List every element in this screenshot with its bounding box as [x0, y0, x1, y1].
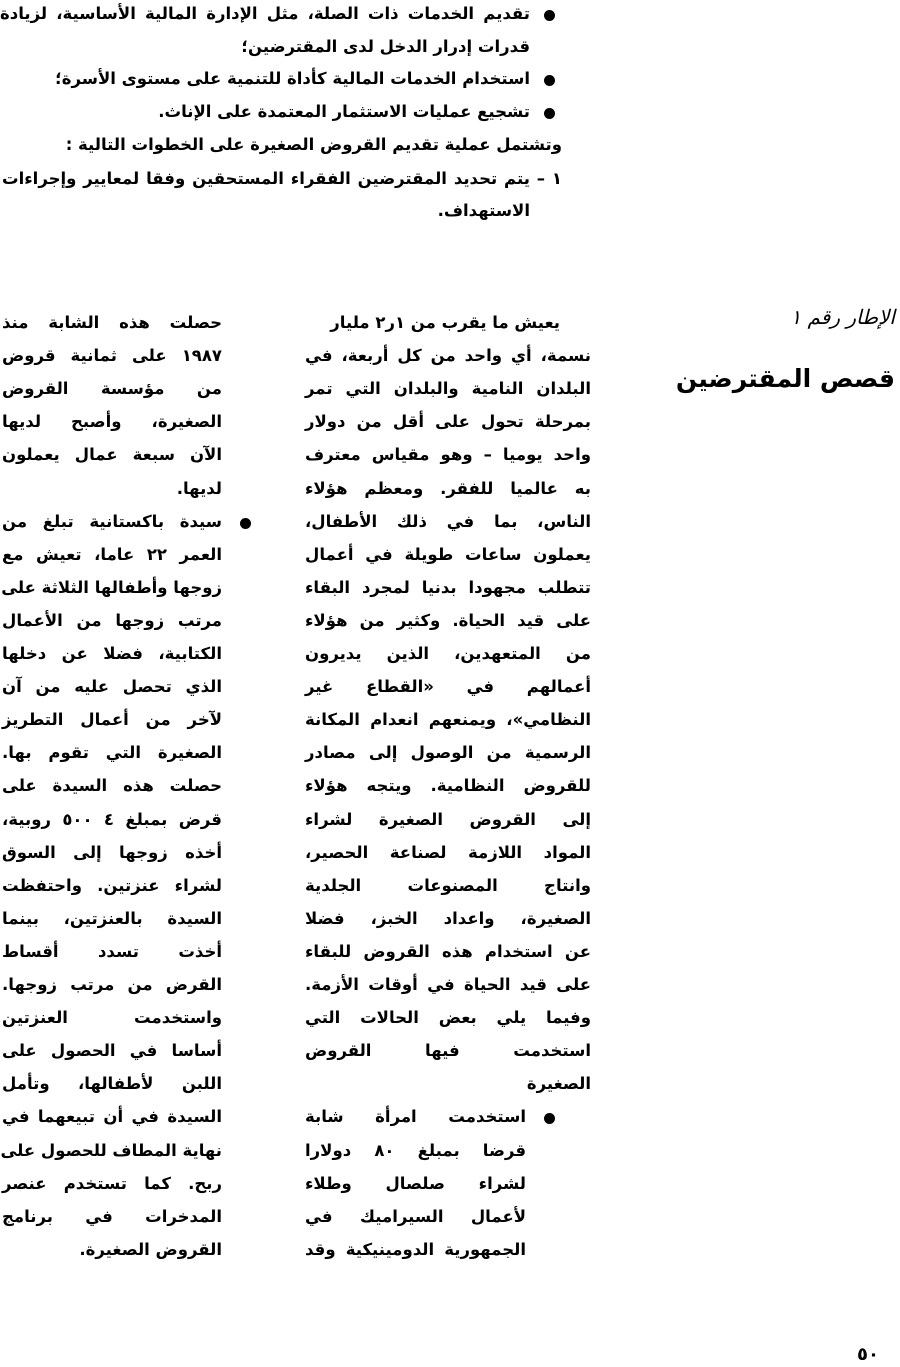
bullet-icon: [544, 10, 555, 21]
bullet-icon: [544, 75, 555, 86]
paragraph-line: وانتاج المصنوعات الجلدية: [305, 875, 591, 895]
bullet-text-line: حصلت هذه السيدة على: [2, 776, 222, 796]
paragraph-line: وفيما يلي بعض الحالات التي: [305, 1008, 591, 1028]
paragraph-line: البلدان النامية والبلدان التي تمر: [305, 379, 591, 399]
bullet-text-line: الكتابية، فضلا عن دخلها: [2, 644, 222, 663]
paragraph-line: حصلت هذه الشابة منذ: [2, 313, 222, 332]
paragraph-line: ١٩٨٧ على ثمانية قروض: [2, 346, 222, 366]
step-text-line: الاستهداف.: [437, 201, 530, 221]
paragraph-line: يعملون ساعات طويلة في أعمال: [305, 544, 591, 564]
bullet-text-line: لشراء عنزتين. واحتفظت: [2, 875, 222, 895]
bullet-text-line: العمر ٢٢ عاما، تعيش مع: [2, 544, 222, 564]
bullet-text-line: سيدة باكستانية تبلغ من: [2, 511, 222, 531]
bullet-text-line: أخذت تسدد أقساط: [2, 941, 222, 961]
bullet-text-line: المدخرات في برنامج: [2, 1206, 222, 1226]
paragraph-line: الناس، بما في ذلك الأطفال،: [305, 511, 591, 531]
bullet-text-line: اللبن لأطفالها، وتأمل: [2, 1074, 222, 1094]
bullet-text-line: مرتب زوجها من الأعمال: [2, 610, 222, 630]
paragraph-line: المواد اللازمة لصناعة الحصير،: [305, 842, 591, 862]
bullet-text-line: القرض من مرتب زوجها.: [2, 975, 222, 994]
bullet-text-line: الجمهورية الدومينيكية وقد: [305, 1239, 526, 1259]
bullet-text-line: استخدام الخدمات المالية كأداة للتنمية على مستوى الأسرة؛: [55, 69, 530, 89]
paragraph-line: تتطلب مجهودا بدنيا لمجرد البقاء: [305, 577, 591, 597]
paragraph-line: للقروض النظامية. ويتجه هؤلاء: [305, 776, 591, 796]
bullet-text-line: قرض بمبلغ ٤ ٥٠٠ روبية،: [2, 809, 222, 829]
bullet-icon: [544, 108, 555, 119]
paragraph-line: واحد يوميا – وهو مقياس معترف: [305, 445, 591, 465]
bullet-text-line: أساسا في الحصول على: [2, 1041, 222, 1061]
bullet-text-line: لشراء صلصال وطلاء: [305, 1173, 526, 1193]
paragraph-line: على قيد الحياة. وكثير من هؤلاء: [305, 610, 591, 630]
bullet-text-line: الصغيرة التي تقوم بها.: [2, 743, 222, 763]
paragraph-line: عن استخدام هذه القروض للبقاء: [305, 941, 591, 961]
bullet-text-line: السيدة في أن تبيعهما في: [2, 1107, 222, 1127]
bullet-text-line: القروض الصغيرة.: [79, 1239, 222, 1259]
paragraph-line: الصغيرة، وأصبح لديها: [2, 412, 222, 432]
paragraph-line: من المتعهدين، الذين يديرون: [305, 644, 591, 663]
bullet-text-line: تقديم الخدمات ذات الصلة، مثل الإدارة المالية الأساسية، لزيادة: [0, 4, 530, 23]
paragraph-line: من مؤسسة القروض: [2, 379, 222, 399]
bullet-text-line: قرضا بمبلغ ٨٠ دولارا: [305, 1140, 526, 1160]
paragraph-line: النظامي»، ويمنعهم انعدام المكانة: [305, 710, 591, 730]
intro-text: وتشتمل عملية تقديم القروض الصغيرة على الخطوات التالية :: [65, 134, 562, 154]
paragraph-line: يعيش ما يقرب من ١ر٢ مليار: [330, 313, 560, 332]
paragraph-line: على قيد الحياة في أوقات الأزمة.: [305, 975, 591, 994]
paragraph-line: نسمة، أي واحد من كل أربعة، في: [305, 346, 591, 366]
bullet-text-line: زوجها وأطفالها الثلاثة على: [1, 577, 222, 597]
bullet-text-line: تشجيع عمليات الاستثمار المعتمدة على الإناث.: [158, 102, 530, 122]
paragraph-line: إلى القروض الصغيرة لشراء: [305, 809, 591, 829]
bullet-text-line: الذي تحصل عليه من آن: [2, 677, 222, 697]
paragraph-line: أعمالهم في «القطاع غير: [305, 677, 591, 697]
box-title: قصص المقترضين: [675, 364, 895, 393]
paragraph-line: استخدمت فيها القروض: [305, 1041, 591, 1061]
bullet-text-line: نهاية المطاف للحصول على: [0, 1140, 222, 1160]
paragraph-line: الرسمية من الوصول إلى مصادر: [305, 743, 591, 763]
paragraph-line: الصغيرة: [526, 1074, 591, 1094]
bullet-icon: [544, 1113, 555, 1124]
bullet-text-line: السيدة بالعنزتين، بينما: [2, 908, 222, 928]
bullet-text-line: أخذه زوجها إلى السوق: [2, 842, 222, 862]
bullet-text-line: لآخر من أعمال التطريز: [2, 710, 222, 730]
bullet-text-line: استخدمت امرأة شابة: [305, 1107, 526, 1127]
paragraph-line: الآن سبعة عمال يعملون: [2, 445, 222, 465]
paragraph-line: لديها.: [176, 478, 222, 498]
paragraph-line: بمرحلة تحول على أقل من دولار: [305, 412, 591, 432]
paragraph-line: به عالميا للفقر. ومعظم هؤلاء: [305, 478, 591, 498]
box-label: الإطار رقم ١: [790, 305, 895, 329]
page-number: ٥٠: [857, 1344, 879, 1365]
bullet-text-line: ربح. كما تستخدم عنصر: [2, 1173, 222, 1193]
step-text-line: ١ – يتم تحديد المقترضين الفقراء المستحقين وفقا لمعايير وإجراءات: [2, 168, 562, 188]
bullet-text-line: قدرات إدرار الدخل لدى المقترضين؛: [241, 36, 530, 56]
bullet-text-line: واستخدمت العنزتين: [2, 1008, 222, 1028]
paragraph-line: الصغيرة، واعداد الخبز، فضلا: [305, 908, 591, 928]
bullet-text-line: لأعمال السيراميك في: [305, 1206, 526, 1226]
bullet-icon: [240, 518, 251, 529]
